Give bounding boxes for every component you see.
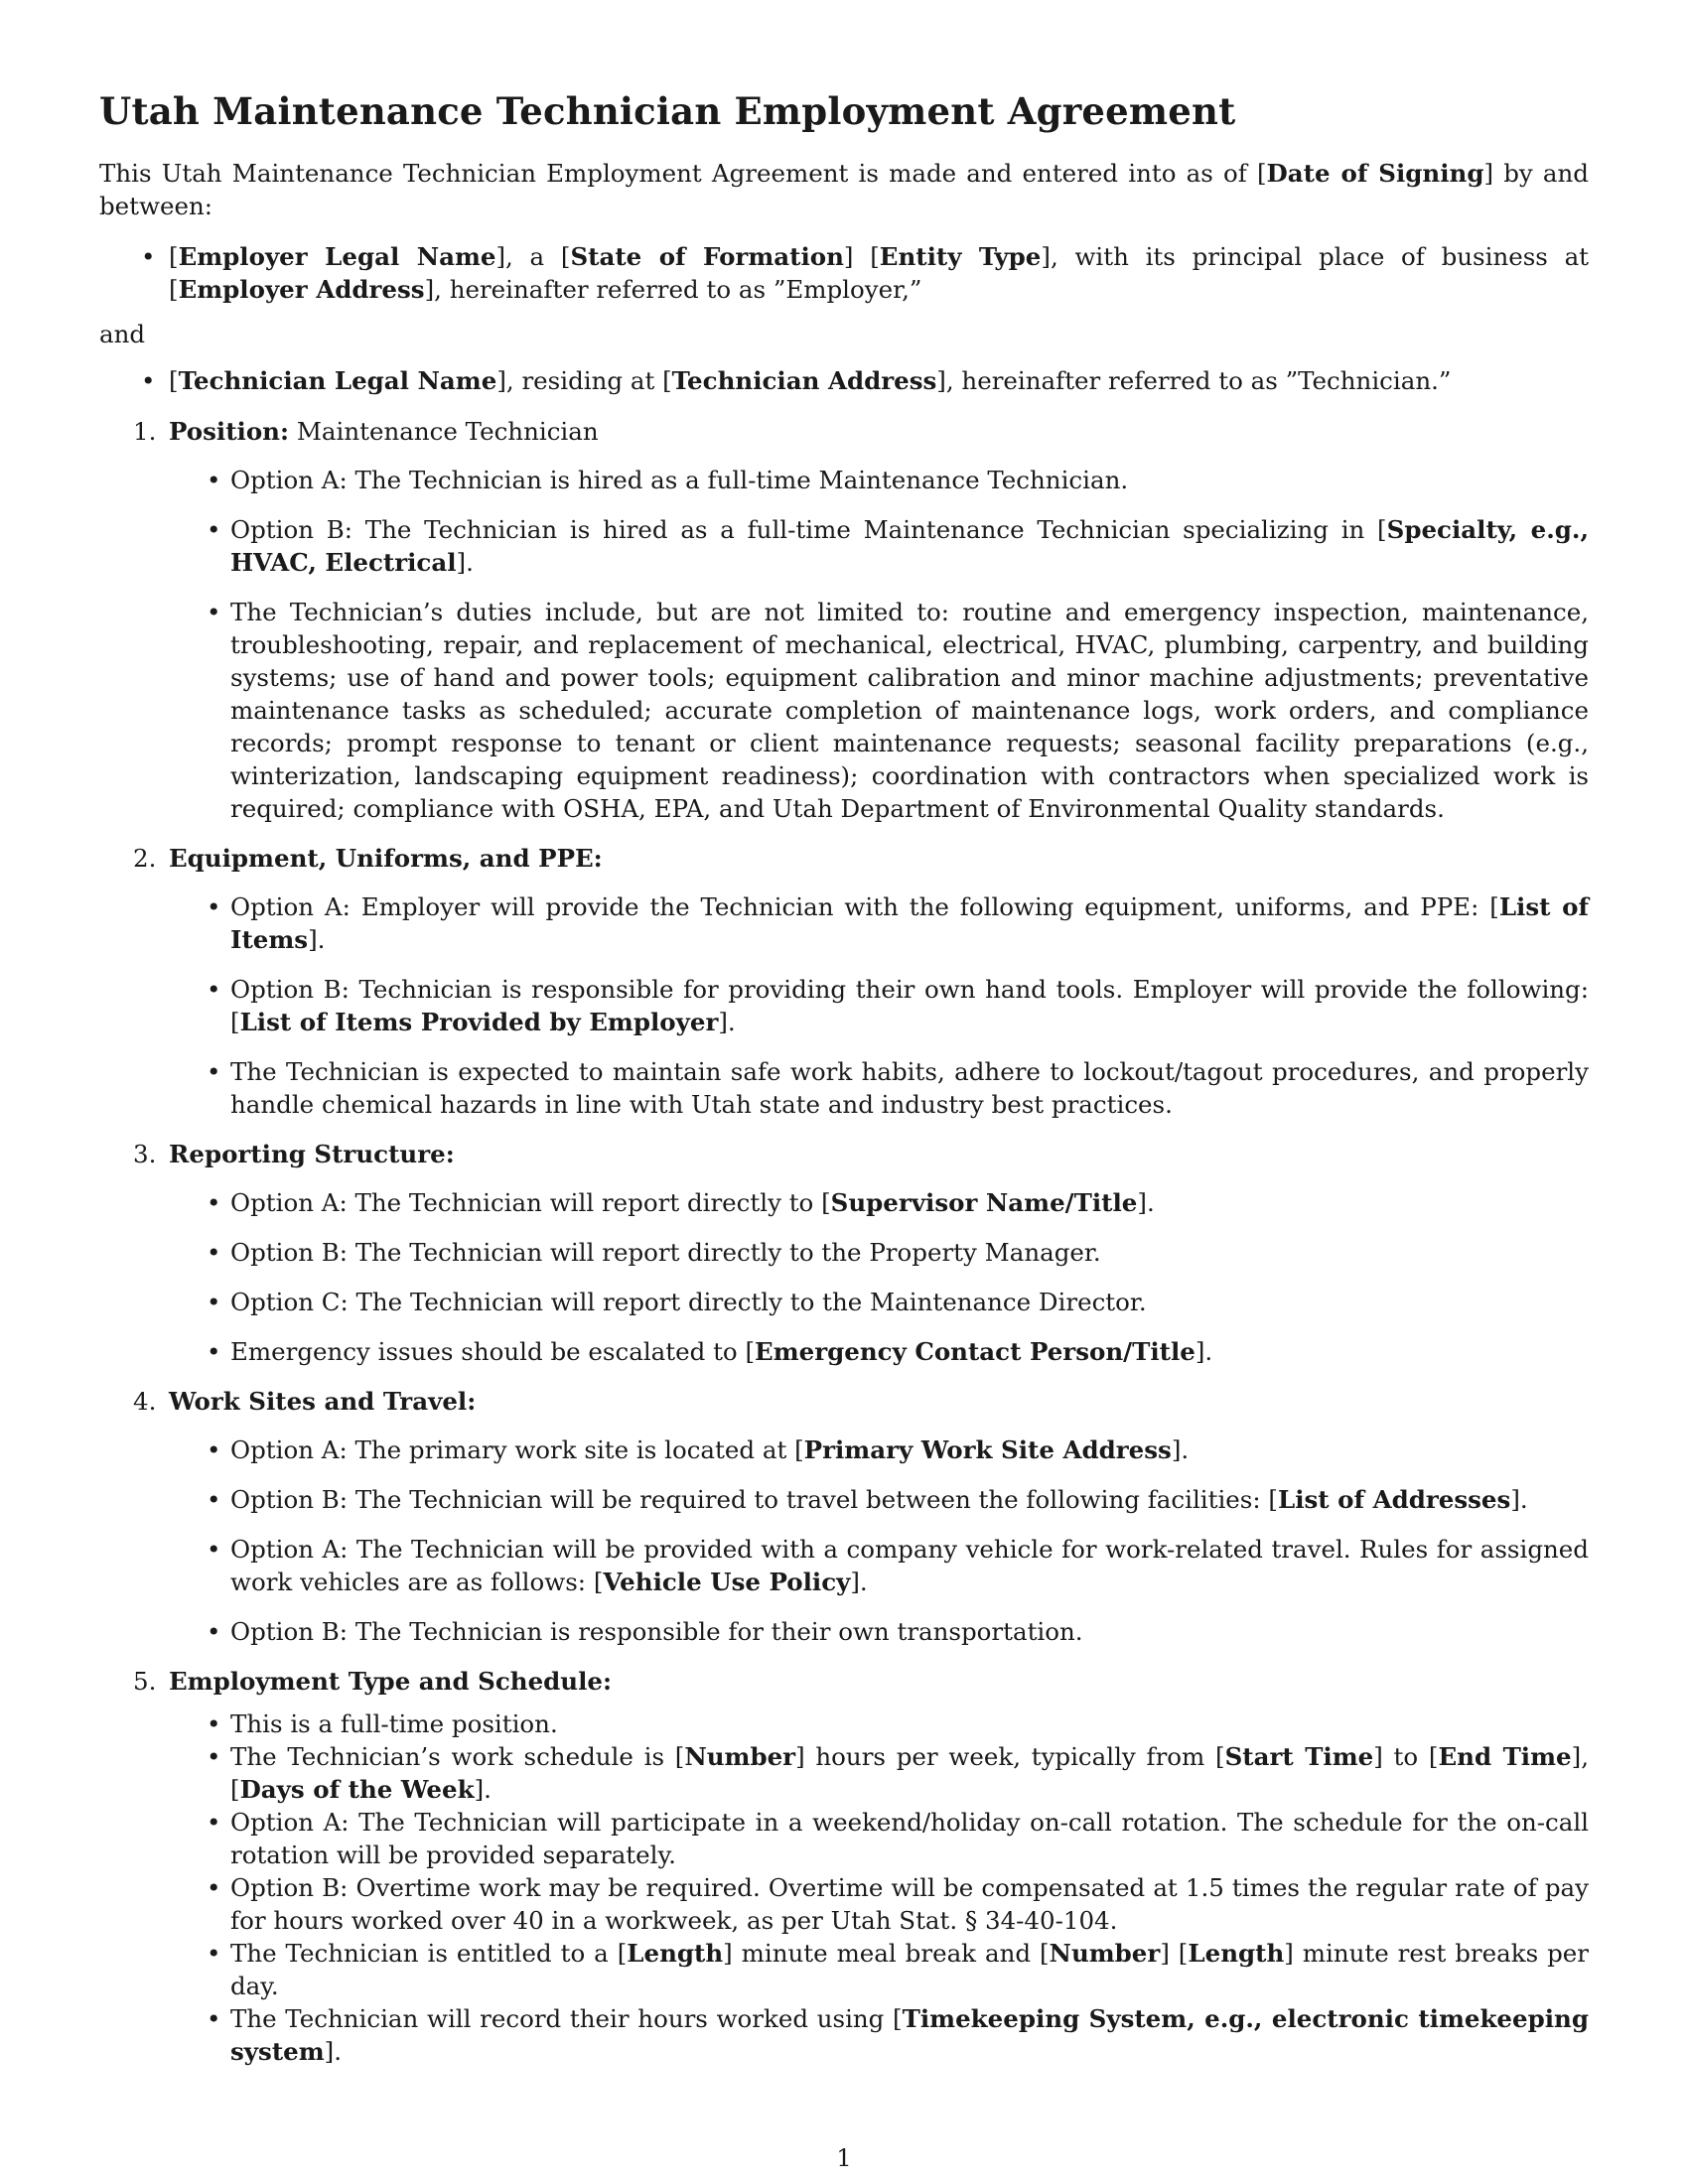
- intro-text: This Utah Maintenance Technician Employment Agreement is made and entered into as of [: [99, 159, 1267, 188]
- position-option-b: [230, 513, 1589, 579]
- technician-duties: • The Technician’s duties include, but are not limited to: routine and emergency inspection, maintenance, troubleshooting, repair, and replacement of mechanical, electrical, HVAC, plumbing, carpentry, and building systems; use of hand and power tools; equipment calibration and minor machine adjustments; preventative maintenance tasks as scheduled; accurate completion of maintenance logs, work orders, and compliance records; prompt response to tenant or client maintenance requests; seasonal facility preparations (e.g., winterization, landscaping equipment readiness); coordination with contractors when specialized work is required; compliance with OSHA, EPA, and Utah Department of Environmental Quality standards.: [230, 596, 1589, 825]
- text: ], residing at [: [496, 366, 672, 395]
- technician-party-item: [169, 364, 1589, 397]
- sections-list: [99, 415, 1589, 2068]
- work-site-option-a: [230, 1433, 1589, 1466]
- end-time-placeholder: End Time: [1438, 1742, 1572, 1771]
- break-entitlement: [230, 1937, 1589, 2002]
- text: ] [: [1160, 1939, 1189, 1968]
- employer-party-list: [99, 240, 1589, 306]
- list-of-addresses-placeholder: List of Addresses: [1277, 1485, 1511, 1514]
- supervisor-placeholder: Supervisor Name/Title: [830, 1188, 1138, 1217]
- employer-address-placeholder: Employer Address: [178, 275, 425, 304]
- section-reporting: [133, 1138, 1589, 1368]
- hours-number-placeholder: Number: [684, 1742, 796, 1771]
- section-number: 3.: [133, 1140, 157, 1168]
- primary-work-site-placeholder: Primary Work Site Address: [803, 1435, 1172, 1464]
- text: ].: [1510, 1485, 1528, 1514]
- rest-break-length-placeholder: Length: [1188, 1939, 1285, 1968]
- technician-party-list: [99, 364, 1589, 397]
- rest-break-number-placeholder: Number: [1049, 1939, 1161, 1968]
- overtime-option: • Option B: Overtime work may be required. Overtime will be compensated at 1.5 times the regular rate of pay for hours worked over 40 in a workweek, as per Utah Stat. § 34-40-104.: [230, 1871, 1589, 1937]
- on-call-option: • Option A: The Technician will participate in a weekend/holiday on-call rotation. The schedule for the on-call rotation will be provided separately.: [230, 1806, 1589, 1871]
- section-work-sites: [133, 1385, 1589, 1648]
- work-site-options: [169, 1433, 1589, 1648]
- text: Option B: Technician is responsible for providing their own hand tools. Employer will provide the following: [: [230, 975, 1589, 1036]
- vehicle-option-b: • Option B: The Technician is responsible for their own transportation.: [230, 1615, 1589, 1648]
- document-page: [99, 87, 1589, 2084]
- text: ], hereinafter referred to as ”Technician.”: [936, 366, 1452, 395]
- section-number: 4.: [133, 1387, 157, 1416]
- section-heading: Equipment, Uniforms, and PPE:: [169, 844, 603, 873]
- work-schedule: [230, 1740, 1589, 1806]
- position-options: [169, 464, 1589, 825]
- full-time-statement: • This is a full-time position.: [230, 1707, 1589, 1740]
- text: ] minute meal break and [: [723, 1939, 1050, 1968]
- items-provided-placeholder: List of Items Provided by Employer: [239, 1008, 719, 1036]
- section-heading: Reporting Structure:: [169, 1140, 455, 1168]
- timekeeping: [230, 2002, 1589, 2068]
- section-heading: Work Sites and Travel:: [169, 1387, 477, 1416]
- text: ].: [1171, 1435, 1190, 1464]
- emergency-contact-placeholder: Emergency Contact Person/Title: [755, 1337, 1196, 1366]
- vehicle-option-a: [230, 1533, 1589, 1598]
- text: ], [: [230, 1742, 1589, 1804]
- days-of-week-placeholder: Days of the Week: [239, 1775, 475, 1804]
- list-of-items-placeholder: List of Items: [230, 892, 1589, 954]
- text: Option B: The Technician is hired as a full-time Maintenance Technician specializing in [: [230, 515, 1387, 544]
- text: ].: [308, 925, 326, 954]
- section-number: 2.: [133, 844, 157, 873]
- text: Option A: Employer will provide the Technician with the following equipment, uniforms, and PPE: [: [230, 892, 1499, 921]
- text: ].: [324, 2037, 343, 2066]
- position-option-a: • Option A: The Technician is hired as a full-time Maintenance Technician.: [230, 464, 1589, 496]
- document-title: Utah Maintenance Technician Employment Agreement: [99, 89, 1236, 133]
- section-heading-value: Maintenance Technician: [289, 417, 599, 446]
- text: The Technician is entitled to a [: [230, 1939, 628, 1968]
- text: The Technician will record their hours worked using [: [230, 2004, 903, 2033]
- text: [: [169, 242, 179, 271]
- intro-paragraph: [99, 157, 1589, 222]
- section-position: [133, 415, 1589, 825]
- meal-break-length-placeholder: Length: [627, 1939, 724, 1968]
- text: ].: [850, 1568, 868, 1596]
- work-site-option-b: [230, 1483, 1589, 1516]
- text: ], a [: [495, 242, 571, 271]
- text: Option A: The primary work site is located at [: [230, 1435, 804, 1464]
- text: ] minute rest breaks per day.: [230, 1939, 1590, 2000]
- section-heading: Position:: [169, 417, 290, 446]
- text: ] hours per week, typically from [: [795, 1742, 1225, 1771]
- text: ] [: [843, 242, 880, 271]
- text: Emergency issues should be escalated to [: [230, 1337, 756, 1366]
- timekeeping-system-placeholder: Timekeeping System, e.g., electronic timekeeping system: [230, 2004, 1589, 2066]
- entity-type-placeholder: Entity Type: [879, 242, 1042, 271]
- and-conjunction: and: [99, 320, 146, 348]
- section-number: 1.: [133, 417, 157, 446]
- text: Option A: The Technician will be provided with a company vehicle for work-related travel. Rules for assigned work vehicles are as follows: [: [230, 1535, 1589, 1596]
- employer-legal-name-placeholder: Employer Legal Name: [178, 242, 496, 271]
- text: ].: [456, 548, 474, 577]
- emergency-escalation: [230, 1335, 1589, 1368]
- state-of-formation-placeholder: State of Formation: [570, 242, 844, 271]
- text: ].: [1137, 1188, 1155, 1217]
- text: [: [169, 366, 179, 395]
- start-time-placeholder: Start Time: [1224, 1742, 1374, 1771]
- text: ].: [1195, 1337, 1213, 1366]
- employer-party-item: [169, 240, 1589, 306]
- equipment-options: [169, 890, 1589, 1121]
- specialty-placeholder: Specialty, e.g., HVAC, Electrical: [230, 515, 1589, 577]
- intro-text: ] by and between:: [99, 159, 1589, 220]
- page-number: 1: [836, 2144, 852, 2172]
- reporting-options: [169, 1186, 1589, 1368]
- section-number: 5.: [133, 1667, 157, 1696]
- text: The Technician’s work schedule is [: [230, 1742, 685, 1771]
- reporting-option-a: [230, 1186, 1589, 1219]
- text: ], with its principal place of business at [: [169, 242, 1590, 304]
- text: Option B: The Technician will be required to travel between the following facilities: [: [230, 1485, 1278, 1514]
- text: Option A: The Technician will report directly to [: [230, 1188, 831, 1217]
- equipment-option-b: [230, 973, 1589, 1038]
- technician-address-placeholder: Technician Address: [671, 366, 937, 395]
- vehicle-use-policy-placeholder: Vehicle Use Policy: [603, 1568, 851, 1596]
- reporting-option-c: • Option C: The Technician will report directly to the Maintenance Director.: [230, 1286, 1589, 1318]
- technician-legal-name-placeholder: Technician Legal Name: [178, 366, 497, 395]
- text: ].: [474, 1775, 492, 1804]
- schedule-items: [169, 1707, 1589, 2068]
- section-equipment: [133, 842, 1589, 1121]
- equipment-option-a: [230, 890, 1589, 956]
- section-heading: Employment Type and Schedule:: [169, 1667, 613, 1696]
- text: ] to [: [1373, 1742, 1439, 1771]
- section-employment-type: [133, 1665, 1590, 2068]
- text: ].: [718, 1008, 736, 1036]
- date-of-signing-placeholder: Date of Signing: [1266, 159, 1484, 188]
- safety-expectations: • The Technician is expected to maintain safe work habits, adhere to lockout/tagout procedures, and properly handle chemical hazards in line with Utah state and industry best practices.: [230, 1055, 1589, 1121]
- text: ], hereinafter referred to as ”Employer,”: [424, 275, 922, 304]
- reporting-option-b: • Option B: The Technician will report directly to the Property Manager.: [230, 1236, 1589, 1269]
